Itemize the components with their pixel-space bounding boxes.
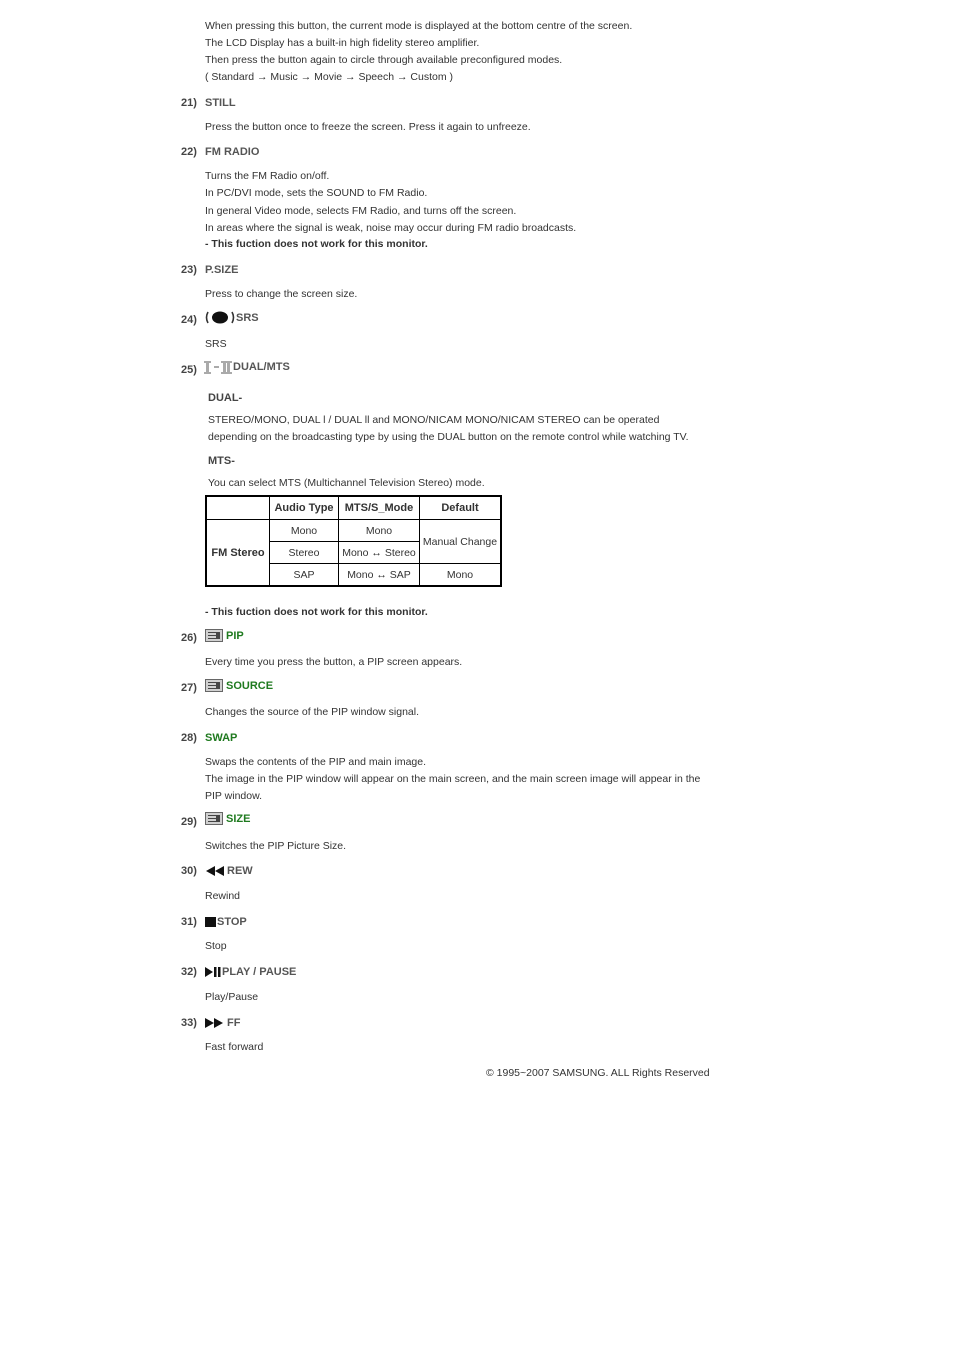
table-header-cell: Audio Type: [270, 496, 339, 520]
pip-size-icon: [205, 812, 223, 825]
item-desc: Press to change the screen size.: [205, 288, 358, 300]
item-number: 30): [181, 865, 197, 877]
item-title-swap: SWAP: [205, 732, 238, 744]
item-number: 27): [181, 682, 197, 694]
play-pause-icon: [205, 967, 221, 977]
table-row: [206, 520, 501, 542]
item-number: 21): [181, 97, 197, 109]
table-header-cell: Default: [420, 496, 502, 520]
item-desc: Changes the source of the PIP window signal.: [205, 706, 420, 718]
item-desc: Play/Pause: [205, 991, 259, 1003]
table-row-label: FM Stereo: [206, 520, 270, 587]
table-cell: Mono ↔ SAP: [339, 564, 420, 587]
item-note: - This fuction does not work for this monitor.: [205, 606, 428, 618]
item-desc: Every time you press the button, a PIP screen appears.: [205, 656, 463, 668]
stop-icon: [205, 917, 216, 927]
item-desc: SRS: [205, 338, 227, 350]
dual-mts-icon: [204, 360, 232, 375]
item-title-play-pause: PLAY / PAUSE: [222, 966, 297, 978]
pip-source-icon: [205, 679, 223, 692]
item-title-psize: P.SIZE: [205, 264, 239, 276]
item-title-source: SOURCE: [226, 680, 274, 692]
item-number: 32): [181, 966, 197, 978]
fast-forward-icon: [205, 1018, 225, 1028]
item-title-fm-radio: FM RADIO: [205, 146, 260, 158]
item-number: 29): [181, 816, 197, 828]
table-cell: Mono: [339, 520, 420, 542]
intro-line: ( Standard → Music → Movie → Speech → Custom ): [205, 71, 453, 83]
srs-icon: [204, 310, 236, 325]
item-number: 26): [181, 632, 197, 644]
item-number: 25): [181, 364, 197, 376]
dual-heading: DUAL-: [208, 392, 243, 404]
item-number: 31): [181, 916, 197, 928]
item-title-stop: STOP: [217, 916, 247, 928]
item-desc: Swaps the contents of the PIP and main image.: [205, 756, 427, 768]
item-desc: The image in the PIP window will appear on the main screen, and the main screen image will appear in the: [205, 773, 701, 785]
intro-line: When pressing this button, the current mode is displayed at the bottom centre of the screen.: [205, 20, 633, 32]
pip-icon: [205, 629, 223, 642]
intro-line: The LCD Display has a built-in high fidelity stereo amplifier.: [205, 37, 480, 49]
item-title-still: STILL: [205, 97, 236, 109]
mts-heading: MTS-: [208, 455, 235, 467]
item-number: 23): [181, 264, 197, 276]
item-title-dual-mts: DUAL/MTS: [233, 361, 290, 373]
rewind-icon: [205, 866, 225, 876]
table-header-cell: [206, 496, 270, 520]
item-desc: Turns the FM Radio on/off.: [205, 170, 330, 182]
table-cell: Mono: [420, 564, 502, 587]
dual-desc: depending on the broadcasting type by using the DUAL button on the remote control while watching TV.: [208, 431, 689, 443]
table-header-row: [206, 496, 501, 520]
item-desc: Press the button once to freeze the screen. Press it again to unfreeze.: [205, 121, 531, 133]
item-desc: Switches the PIP Picture Size.: [205, 840, 347, 852]
item-number: 28): [181, 732, 197, 744]
item-title-srs: SRS: [236, 312, 259, 324]
item-title-size: SIZE: [226, 813, 251, 825]
item-title-ff: FF: [227, 1017, 241, 1029]
item-number: 22): [181, 146, 197, 158]
intro-line: Then press the button again to circle through available preconfigured modes.: [205, 54, 563, 66]
item-number: 33): [181, 1017, 197, 1029]
item-number: 24): [181, 314, 197, 326]
table-cell: Mono ↔ Stereo: [339, 542, 420, 564]
table-header-cell: MTS/S_Mode: [339, 496, 420, 520]
item-desc: Stop: [205, 940, 227, 952]
table-cell: SAP: [270, 564, 339, 587]
item-desc: In areas where the signal is weak, noise may occur during FM radio broadcasts.: [205, 222, 577, 234]
copyright-footer: © 1995~2007 SAMSUNG. ALL Rights Reserved: [486, 1067, 710, 1079]
item-desc: In general Video mode, selects FM Radio, and turns off the screen.: [205, 205, 517, 217]
item-desc: Rewind: [205, 890, 241, 902]
item-title-pip: PIP: [226, 630, 244, 642]
mts-table: [205, 495, 502, 587]
item-desc: PIP window.: [205, 790, 263, 802]
table-cell: Mono: [270, 520, 339, 542]
table-cell: Stereo: [270, 542, 339, 564]
mts-desc: You can select MTS (Multichannel Television Stereo) mode.: [208, 477, 485, 489]
item-note: - This fuction does not work for this monitor.: [205, 238, 428, 250]
dual-desc: STEREO/MONO, DUAL l / DUAL ll and MONO/NICAM MONO/NICAM STEREO can be operated: [208, 414, 660, 426]
item-title-rew: REW: [227, 865, 253, 877]
item-desc: In PC/DVI mode, sets the SOUND to FM Radio.: [205, 187, 428, 199]
table-cell: Manual Change: [420, 520, 502, 564]
item-desc: Fast forward: [205, 1041, 264, 1053]
